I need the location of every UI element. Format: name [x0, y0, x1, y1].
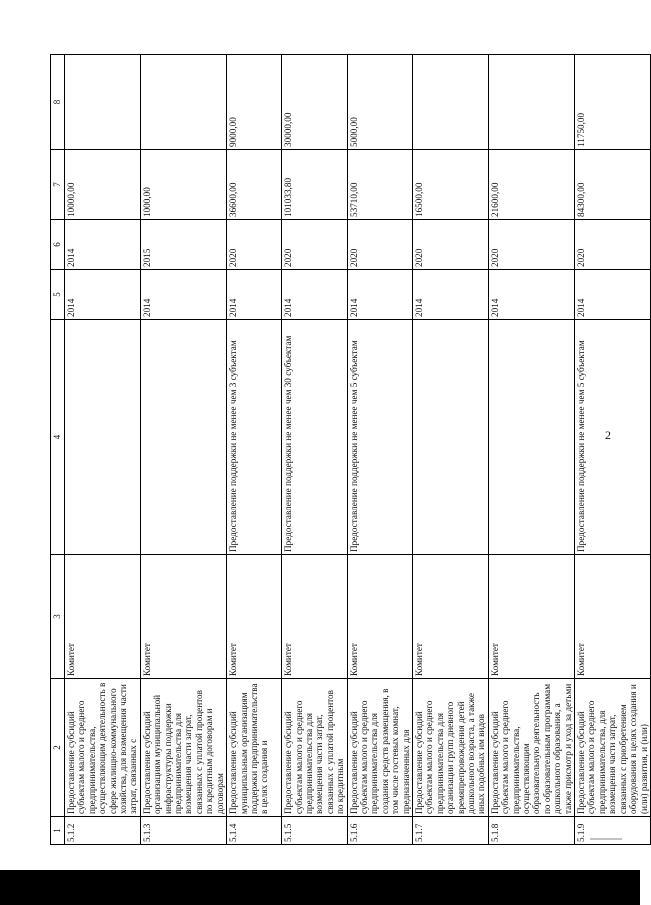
row-indicator	[488, 320, 574, 555]
row-col8: 11750,00	[575, 55, 651, 150]
scan-border	[0, 870, 640, 905]
row-indicator: Предоставление поддержки не менее чем 5 субъектам	[347, 320, 412, 555]
row-amount: 21600,00	[488, 150, 574, 220]
row-col8: 5000,00	[347, 55, 412, 150]
row-amount: 101033,80	[282, 150, 347, 220]
row-end: 2020	[575, 220, 651, 270]
col-header: 3	[51, 555, 65, 679]
row-amount: 1000,00	[140, 150, 226, 220]
row-col8	[412, 55, 488, 150]
row-name: Предоставление субсидий субъектам малого и среднего предпринимательства, для возмещения части затрат, связанных с приобретением оборудования в целях создания и (или) развития, и (или)	[575, 679, 651, 817]
row-start: 2014	[227, 270, 282, 320]
row-executor: Комитет	[347, 555, 412, 679]
row-executor: Комитет	[227, 555, 282, 679]
row-start: 2014	[488, 270, 574, 320]
page-number: 2	[605, 428, 611, 442]
row-id: 5.1.6	[347, 817, 412, 845]
row-name: Предоставление субсидий муниципальным организациям поддержки предпринимательства в целях создания и	[227, 679, 282, 817]
row-start: 2014	[575, 270, 651, 320]
row-start: 2014	[65, 270, 141, 320]
row-executor: Комитет	[140, 555, 226, 679]
row-amount: 53710,00	[347, 150, 412, 220]
row-end: 2020	[347, 220, 412, 270]
row-amount: 84300,00	[575, 150, 651, 220]
row-col8: 30000,00	[282, 55, 347, 150]
row-name: Предоставление субсидий субъектам малого и среднего предпринимательства, осуществляющим деятельность в сфере жилищно-коммунального хозяйства, для возмещения части затрат, связанных с	[65, 679, 141, 817]
row-col8	[488, 55, 574, 150]
row-end: 2014	[65, 220, 141, 270]
table-row	[575, 55, 651, 845]
row-col8: 9000,00	[227, 55, 282, 150]
row-name: Предоставление субсидий субъектам малого и среднего предпринимательства для создания средств размещения, в том числе гостевых комнат, предназначенных для	[347, 679, 412, 817]
row-end: 2020	[227, 220, 282, 270]
row-name: Предоставление субсидий субъектам малого и среднего предпринимательства для возмещения части затрат, связанных с уплатой процентов по кредитным	[282, 679, 347, 817]
row-id: 5.1.8	[488, 817, 574, 845]
row-col8	[140, 55, 226, 150]
row-executor: Комитет	[412, 555, 488, 679]
row-start: 2014	[140, 270, 226, 320]
row-id: 5.1.7	[412, 817, 488, 845]
row-amount: 36600,00	[227, 150, 282, 220]
table-row	[488, 55, 574, 845]
row-name: Предоставление субсидий субъектам малого и среднего предпринимательства для организации групп дневного времяпрепровождения детей дошкольного возраста, а также иных подобных им видов	[412, 679, 488, 817]
col-header: 4	[51, 320, 65, 555]
row-indicator	[65, 320, 141, 555]
row-executor: Комитет	[65, 555, 141, 679]
table-row	[227, 55, 282, 845]
table-row	[412, 55, 488, 845]
table-row	[282, 55, 347, 845]
row-indicator: Предоставление поддержки не менее чем 5 субъектам	[575, 320, 651, 555]
row-name: Предоставление субсидий организациям муниципальной инфраструктуры поддержки предпринимательства для возмещения части затрат, связанных с уплатой процентов по кредитным договорам и договорам	[140, 679, 226, 817]
row-id: 5.1.2	[65, 817, 141, 845]
col-header: 7	[51, 150, 65, 220]
row-end: 2020	[412, 220, 488, 270]
row-indicator: Предоставление поддержки не менее чем 3 субъектам	[227, 320, 282, 555]
row-executor: Комитет	[488, 555, 574, 679]
col-header: 5	[51, 270, 65, 320]
row-name: Предоставление субсидий субъектам малого и среднего предпринимательства, осуществляющим образовательную деятельность по образовательным программам дошкольного образования, а также присмотр и уход за детьми	[488, 679, 574, 817]
table-row	[65, 55, 141, 845]
row-col8	[65, 55, 141, 150]
col-header: 2	[51, 679, 65, 817]
row-start: 2014	[347, 270, 412, 320]
row-end: 2020	[282, 220, 347, 270]
col-header: 8	[51, 55, 65, 150]
col-header: 1	[51, 817, 65, 845]
program-table	[50, 54, 651, 845]
col-header: 6	[51, 220, 65, 270]
row-indicator: Предоставление поддержки не менее чем 30 субъектам	[282, 320, 347, 555]
row-id: 5.1.9	[575, 817, 651, 845]
row-end: 2015	[140, 220, 226, 270]
row-start: 2014	[282, 270, 347, 320]
row-indicator	[140, 320, 226, 555]
row-indicator	[412, 320, 488, 555]
row-amount: 16500,00	[412, 150, 488, 220]
row-end: 2020	[488, 220, 574, 270]
table-row	[347, 55, 412, 845]
row-amount: 10000,00	[65, 150, 141, 220]
row-start: 2014	[412, 270, 488, 320]
row-executor: Комитет	[575, 555, 651, 679]
row-id: 5.1.4	[227, 817, 282, 845]
table-row	[140, 55, 226, 845]
table-header-row	[51, 55, 65, 845]
row-id: 5.1.3	[140, 817, 226, 845]
rotated-table-page	[50, 55, 649, 845]
scan-artifact	[590, 838, 622, 840]
row-executor: Комитет	[282, 555, 347, 679]
row-id: 5.1.5	[282, 817, 347, 845]
